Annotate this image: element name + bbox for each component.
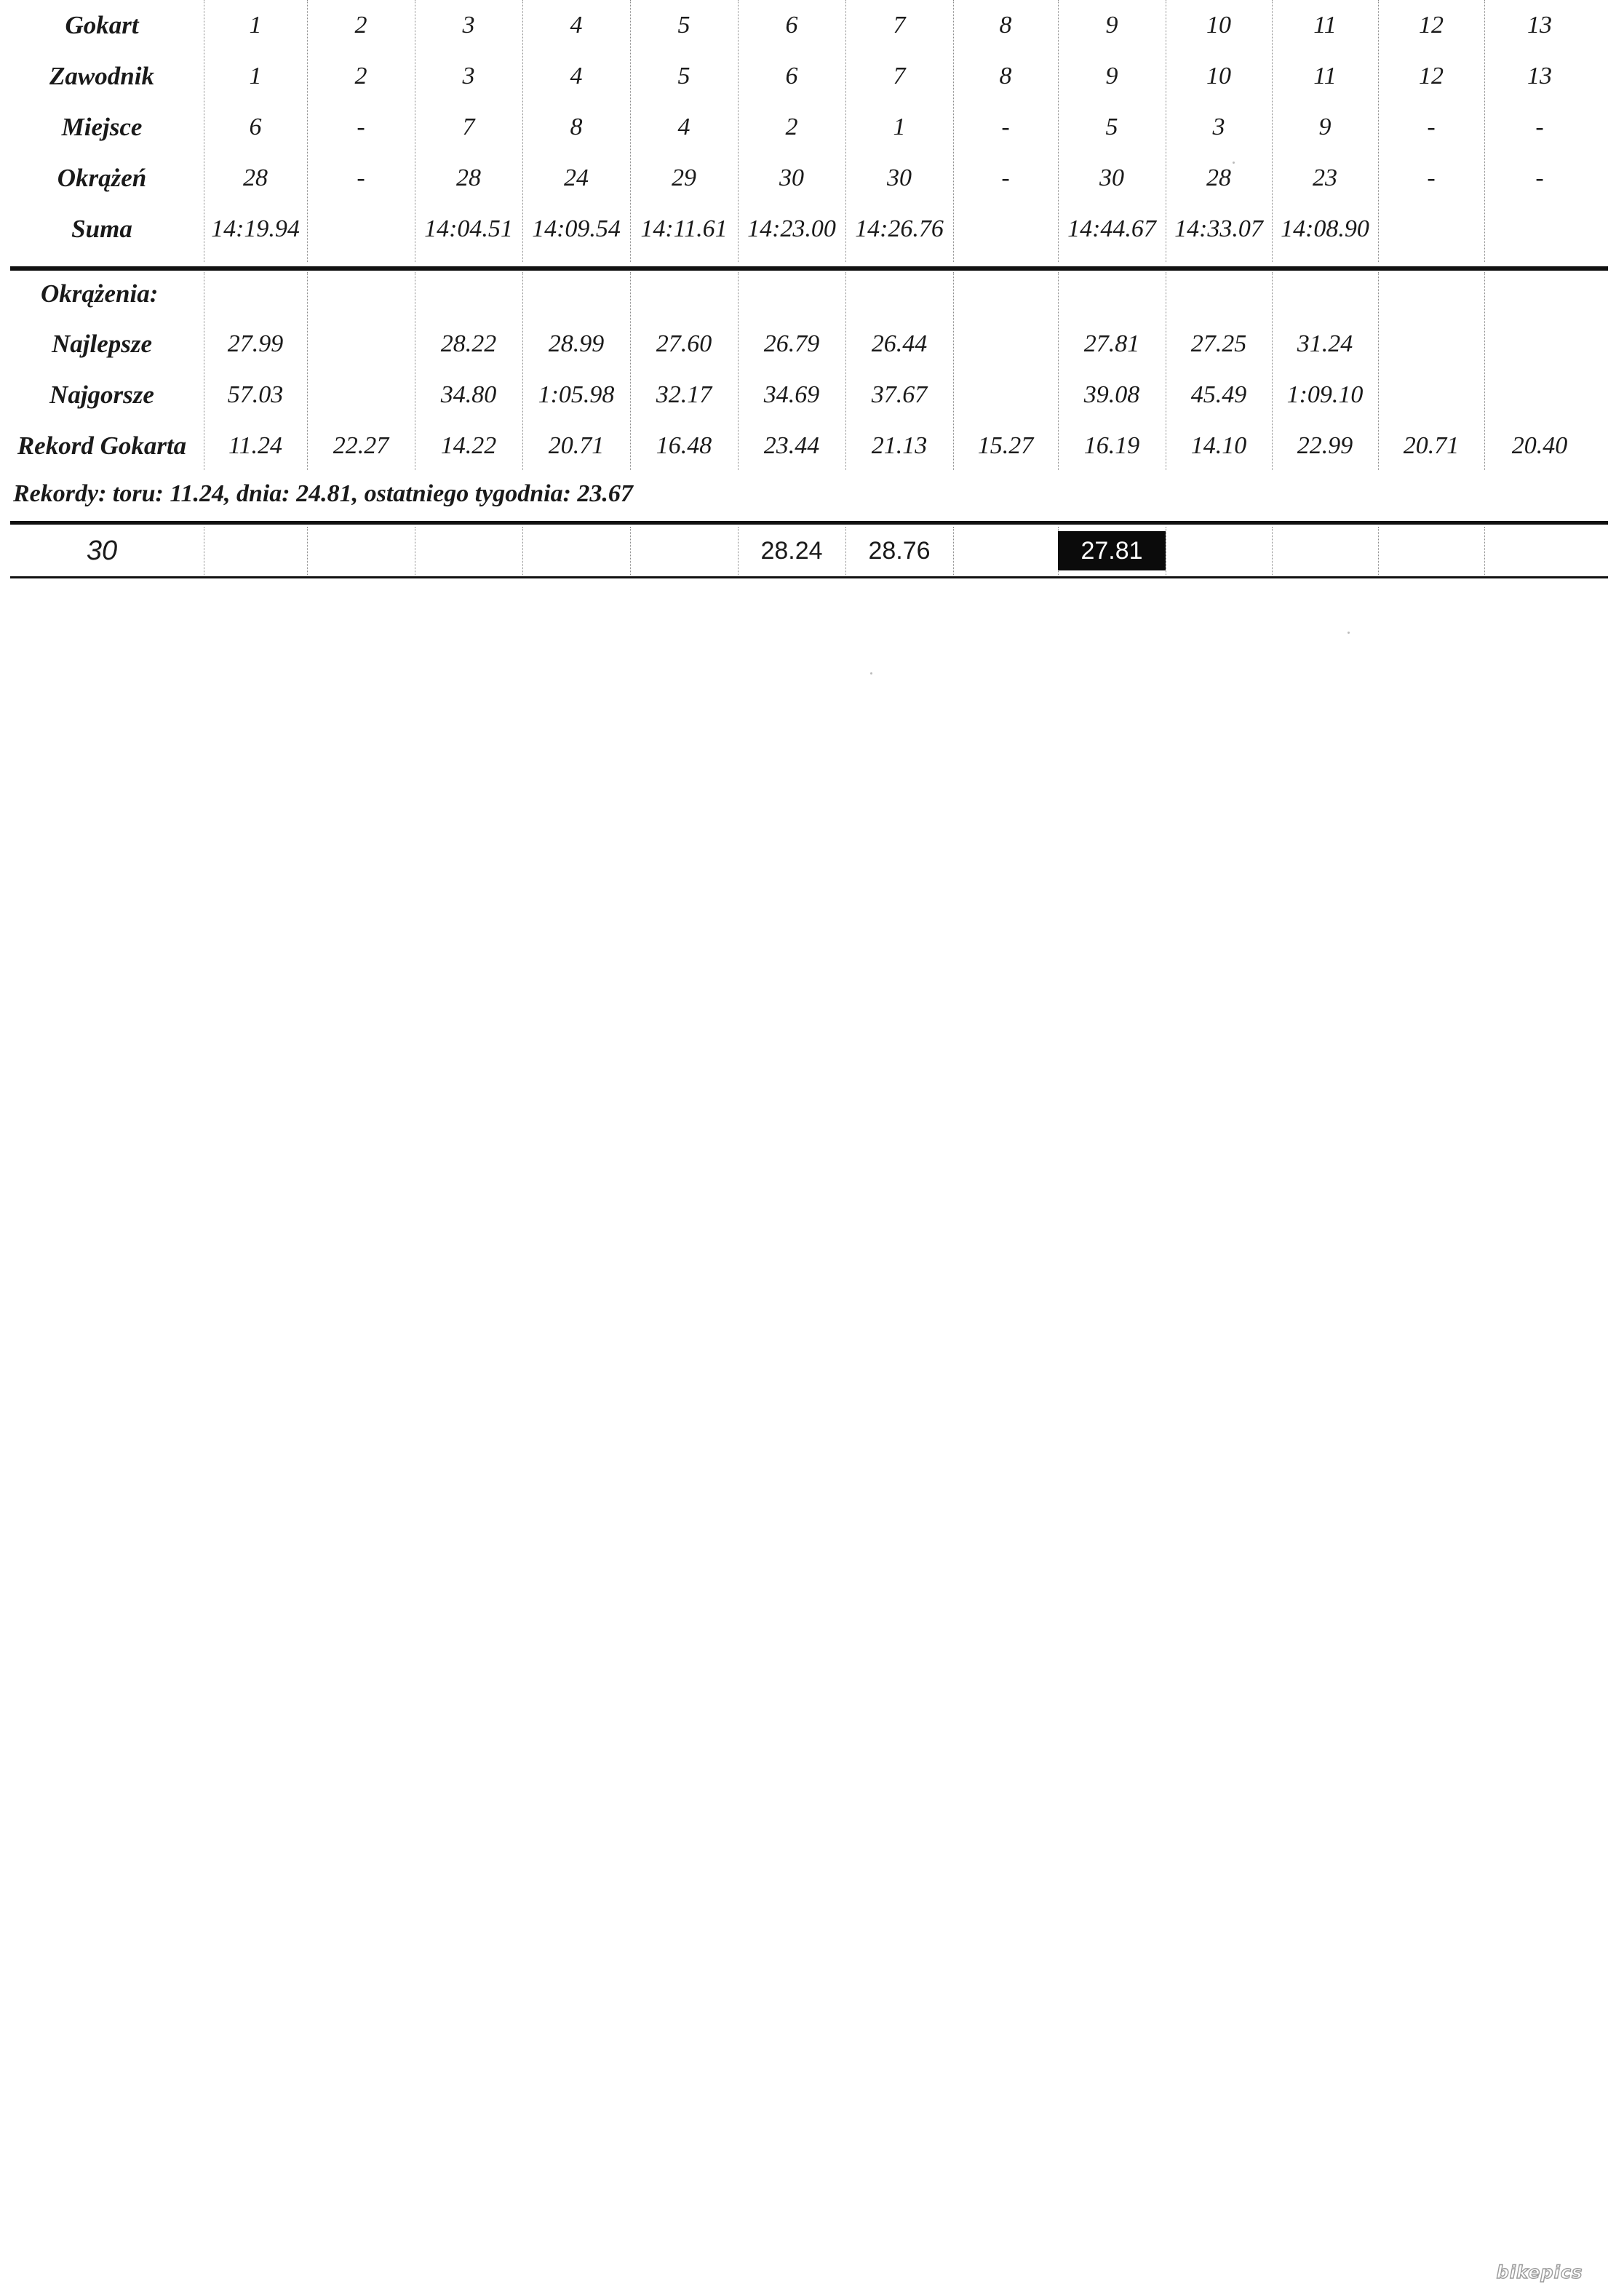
table-cell: 7 [893, 12, 906, 39]
bottom-divider [10, 576, 1608, 578]
table-cell: 21.13 [871, 432, 928, 459]
table-cell: 14:19.94 [211, 215, 300, 242]
table-cell: 13 [1527, 63, 1552, 89]
lap-number: 30 [86, 535, 118, 566]
table-cell: 8 [570, 114, 583, 140]
table-cell: - [1535, 114, 1544, 140]
table-cell: 14:04.51 [424, 215, 513, 242]
row-label: Okrążeń [57, 164, 147, 192]
table-cell [953, 204, 1058, 255]
table-cell: 5 [677, 63, 690, 89]
table-cell: 14.10 [1190, 432, 1247, 459]
table-cell: 27.81 [1083, 330, 1140, 357]
row-zawodnik [0, 51, 1608, 102]
table-cell [1378, 370, 1484, 421]
table-cell: 26.44 [871, 330, 928, 357]
table-cell: 27.99 [227, 330, 284, 357]
table-cell: 1 [249, 63, 262, 89]
table-cell: 28 [456, 164, 481, 191]
table-cell: 27.25 [1190, 330, 1247, 357]
table-cell [1484, 319, 1595, 370]
table-cell: 28 [243, 164, 268, 191]
table-cell: 6 [785, 12, 798, 39]
table-cell: 34.69 [763, 381, 820, 408]
table-cell: 24 [564, 164, 589, 191]
table-cell: 4 [570, 63, 583, 89]
table-cell [953, 319, 1058, 370]
row-najlepsze [0, 319, 1608, 370]
row-label: Rekord Gokarta [17, 431, 187, 460]
table-cell: 57.03 [227, 381, 284, 408]
watermark-logo: bikepics [1496, 2262, 1583, 2283]
table-cell [1484, 204, 1595, 255]
table-cell: 30 [1099, 164, 1124, 191]
table-cell: 2 [354, 63, 367, 89]
table-cell: 22.99 [1297, 432, 1353, 459]
table-cell: 12 [1419, 63, 1444, 89]
table-cell: 28.24 [760, 536, 823, 565]
table-cell: 14:09.54 [532, 215, 621, 242]
table-cell [307, 527, 415, 575]
table-cell [953, 370, 1058, 421]
table-cell: 28.22 [440, 330, 497, 357]
row-label: Miejsce [61, 113, 143, 141]
table-cell: 6 [249, 114, 262, 140]
table-cell: 22.27 [333, 432, 389, 459]
table-cell: 37.67 [871, 381, 928, 408]
table-cell: - [357, 114, 365, 140]
table-cell: 5 [677, 12, 690, 39]
table-cell: - [1427, 164, 1436, 191]
table-cell: - [1427, 114, 1436, 140]
table-cell: 14:33.07 [1174, 215, 1263, 242]
table-cell [1166, 527, 1272, 575]
table-cell: - [1001, 164, 1010, 191]
laps-section-title: Okrążenia: [41, 279, 159, 308]
table-cell [953, 527, 1058, 575]
records-divider [10, 521, 1608, 525]
table-cell [1378, 319, 1484, 370]
table-cell: 7 [462, 114, 475, 140]
table-cell: 7 [893, 63, 906, 89]
table-cell: 20.71 [1403, 432, 1460, 459]
table-cell: - [1535, 164, 1544, 191]
table-cell: 28.76 [868, 536, 931, 565]
table-cell [307, 204, 415, 255]
table-cell: 30 [887, 164, 912, 191]
table-cell [1272, 527, 1378, 575]
table-cell: 3 [462, 63, 475, 89]
table-cell: 9 [1318, 114, 1332, 140]
table-cell: 14:08.90 [1281, 215, 1369, 242]
table-cell: 10 [1206, 63, 1231, 89]
table-cell [204, 527, 307, 575]
table-cell: 23.44 [763, 432, 820, 459]
table-cell [307, 370, 415, 421]
table-cell [1378, 204, 1484, 255]
table-cell: 2 [785, 114, 798, 140]
table-cell: 4 [570, 12, 583, 39]
table-cell: 8 [999, 63, 1012, 89]
table-cell: - [357, 164, 365, 191]
row-label: Najgorsze [49, 381, 154, 409]
highlighted-lap-cell: 27.81 [1058, 531, 1166, 570]
table-cell [415, 527, 522, 575]
row-label: Najlepsze [51, 330, 153, 358]
table-cell: 11 [1313, 63, 1337, 89]
table-cell: 39.08 [1083, 381, 1140, 408]
table-cell: 4 [677, 114, 690, 140]
table-cell [1484, 370, 1595, 421]
scan-speck [870, 672, 872, 675]
row-label: Gokart [65, 11, 139, 39]
table-cell: 23 [1313, 164, 1337, 191]
row-gokart [0, 0, 1608, 51]
row-miejsce [0, 102, 1608, 153]
table-cell [522, 527, 630, 575]
table-cell: 20.71 [548, 432, 605, 459]
table-cell: 16.19 [1083, 432, 1140, 459]
table-cell: 14:23.00 [747, 215, 836, 242]
table-cell: 28 [1206, 164, 1231, 191]
table-cell: 14:26.76 [855, 215, 944, 242]
table-cell: 26.79 [763, 330, 820, 357]
table-cell: 6 [785, 63, 798, 89]
section-divider [10, 266, 1608, 271]
table-cell: 28.99 [548, 330, 605, 357]
scan-speck [1233, 162, 1235, 164]
table-cell: 14.22 [440, 432, 497, 459]
table-cell: 11 [1313, 12, 1337, 39]
table-cell: 3 [462, 12, 475, 39]
table-cell: 16.48 [656, 432, 712, 459]
table-cell [630, 527, 738, 575]
table-cell: 10 [1206, 12, 1231, 39]
lap-row [0, 527, 1608, 575]
table-cell [1484, 527, 1595, 575]
table-cell: 45.49 [1190, 381, 1247, 408]
table-cell: 14:44.67 [1067, 215, 1156, 242]
row-suma [0, 204, 1608, 255]
table-cell: 9 [1105, 12, 1118, 39]
table-cell: 8 [999, 12, 1012, 39]
table-cell: 34.80 [440, 381, 497, 408]
table-cell: 30 [779, 164, 804, 191]
table-cell: 29 [672, 164, 696, 191]
table-cell [307, 319, 415, 370]
table-cell: 9 [1105, 63, 1118, 89]
row-okrazen [0, 153, 1608, 204]
table-cell: 1 [249, 12, 262, 39]
table-cell: 1:05.98 [538, 381, 615, 408]
row-rekord-gokarta [0, 421, 1608, 471]
table-cell: 12 [1419, 12, 1444, 39]
table-cell [1378, 527, 1484, 575]
table-cell: 15.27 [977, 432, 1034, 459]
table-cell: 32.17 [656, 381, 712, 408]
table-cell: 1 [893, 114, 906, 140]
table-cell: 2 [354, 12, 367, 39]
scan-speck [1348, 632, 1350, 634]
records-line: Rekordy: toru: 11.24, dnia: 24.81, ostatniego tygodnia: 23.67 [13, 480, 633, 507]
table-cell: 31.24 [1297, 330, 1353, 357]
table-cell: 27.60 [656, 330, 712, 357]
table-cell: 13 [1527, 12, 1552, 39]
table-cell: 20.40 [1511, 432, 1568, 459]
row-label: Suma [71, 215, 132, 243]
table-cell: - [1001, 114, 1010, 140]
table-cell: 1:09.10 [1286, 381, 1364, 408]
table-cell: 5 [1105, 114, 1118, 140]
table-cell: 14:11.61 [640, 215, 728, 242]
table-cell: 3 [1212, 114, 1225, 140]
row-najgorsze [0, 370, 1608, 421]
row-label: Zawodnik [49, 62, 154, 90]
table-cell: 11.24 [228, 432, 282, 459]
